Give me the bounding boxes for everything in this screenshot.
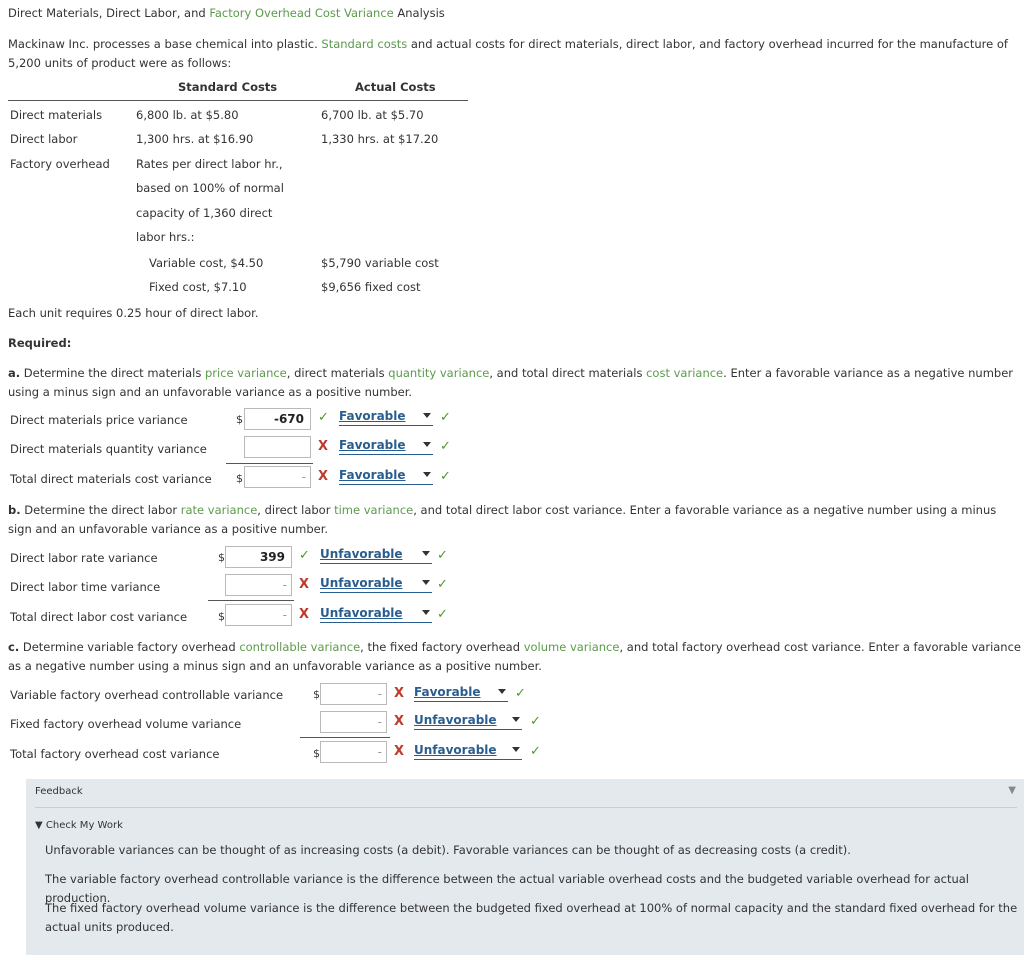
term-link-cost-variance[interactable]: cost variance — [646, 366, 724, 380]
total-overhead-variance-select[interactable]: Unfavorable — [414, 743, 522, 760]
wrong-mark-icon: X — [299, 607, 310, 622]
check-icon: ✓ — [440, 410, 451, 425]
answer-label: Direct materials price variance — [10, 413, 188, 427]
term-link-standard-costs[interactable]: Standard costs — [321, 37, 408, 51]
total-materials-variance-select[interactable]: Favorable — [339, 468, 433, 485]
chevron-down-icon — [423, 472, 431, 477]
controllable-variance-input[interactable]: - — [320, 683, 387, 705]
feedback-title: Feedback — [35, 786, 83, 797]
row-standard: 1,300 hrs. at $16.90 — [136, 132, 254, 146]
term-link-controllable-variance[interactable]: controllable variance — [239, 640, 361, 654]
currency-sign: $ — [313, 747, 320, 760]
total-labor-variance-input[interactable]: - — [225, 604, 292, 626]
chevron-down-icon — [422, 610, 430, 615]
wrong-mark-icon: X — [299, 577, 310, 592]
feedback-paragraph: Unfavorable variances can be thought of as increasing costs (a debit). Favorable variances can be thought of as decreasing costs (a credit). — [45, 843, 851, 857]
feedback-panel — [26, 779, 1024, 955]
answer-label: Direct materials quantity variance — [10, 442, 207, 456]
check-icon: ✓ — [530, 714, 541, 729]
check-icon: ✓ — [440, 469, 451, 484]
answer-label: Fixed factory overhead volume variance — [10, 717, 242, 731]
quantity-variance-select[interactable]: Favorable — [339, 438, 433, 455]
rate-variance-select[interactable]: Unfavorable — [320, 547, 432, 564]
labor-note: Each unit requires 0.25 hour of direct labor. — [8, 306, 259, 320]
total-rule — [300, 737, 390, 738]
variable-actual: $5,790 variable cost — [321, 256, 439, 270]
chevron-down-icon — [498, 689, 506, 694]
total-materials-variance-input[interactable]: - — [244, 466, 311, 488]
wrong-mark-icon: X — [318, 439, 329, 454]
total-overhead-variance-input[interactable]: - — [320, 741, 387, 763]
collapse-arrow-icon[interactable]: ▼ — [1008, 785, 1016, 796]
term-link-rate-variance[interactable]: rate variance — [180, 503, 258, 517]
required-label: Required: — [8, 336, 72, 350]
page-title: Direct Materials, Direct Labor, and Factory Overhead Cost Variance Analysis — [8, 6, 445, 20]
part-b-instructions: b. Determine the direct labor rate variance, direct labor time variance, and total direct labor cost variance. Enter a favorable variance as a negative number using a minus sign and an unfavorable variance as a positive number. — [8, 503, 997, 536]
correct-mark-icon: ✓ — [318, 410, 329, 425]
header-rule — [8, 100, 468, 101]
total-labor-variance-select[interactable]: Unfavorable — [320, 606, 432, 623]
currency-sign: $ — [218, 610, 225, 623]
currency-sign: $ — [236, 472, 243, 485]
term-link-factory-overhead[interactable]: Factory Overhead Cost Variance — [209, 6, 394, 20]
feedback-divider — [35, 807, 1017, 808]
part-a-instructions: a. Determine the direct materials price variance, direct materials quantity variance, and total direct materials cost variance. Enter a favorable variance as a negative number using a minus sign and an unfavorable variance as a positive number. — [8, 366, 1014, 399]
row-label: Factory overhead — [10, 157, 110, 171]
check-icon: ✓ — [437, 607, 448, 622]
part-a-answers — [0, 405, 500, 495]
correct-mark-icon: ✓ — [299, 548, 310, 563]
controllable-variance-select[interactable]: Favorable — [414, 685, 508, 702]
row-standard: 6,800 lb. at $5.80 — [136, 108, 239, 122]
term-link-quantity-variance[interactable]: quantity variance — [388, 366, 490, 380]
time-variance-select[interactable]: Unfavorable — [320, 576, 432, 593]
chevron-down-icon — [422, 551, 430, 556]
overhead-desc: labor hrs.: — [136, 230, 195, 244]
problem-intro: Mackinaw Inc. processes a base chemical into plastic. Standard costs and actual costs for direct materials, direct labor, and factory overhead incurred for the manufacture of 5,200 units of product were as follows: — [8, 37, 1008, 70]
part-c-answers — [0, 679, 560, 769]
wrong-mark-icon: X — [394, 686, 405, 701]
check-icon: ✓ — [530, 744, 541, 759]
chevron-down-icon — [422, 580, 430, 585]
term-link-price-variance[interactable]: price variance — [204, 366, 287, 380]
answer-label: Variable factory overhead controllable variance — [10, 688, 284, 702]
volume-variance-select[interactable]: Unfavorable — [414, 713, 522, 730]
overhead-desc: based on 100% of normal — [136, 181, 284, 195]
part-b-answers — [0, 542, 500, 632]
term-link-time-variance[interactable]: time variance — [334, 503, 414, 517]
row-standard: Rates per direct labor hr., — [136, 157, 283, 171]
time-variance-input[interactable]: - — [225, 574, 292, 596]
fixed-standard: Fixed cost, $7.10 — [149, 280, 247, 294]
part-c-instructions: c. Determine variable factory overhead controllable variance, the fixed factory overhead volume variance, and total factory overhead cost variance. Enter a favorable variance as a negative number using a minus sign and an unfavorable variance as a positive number. — [8, 640, 1021, 673]
price-variance-select[interactable]: Favorable — [339, 409, 433, 426]
total-rule — [226, 463, 313, 464]
total-rule — [208, 600, 294, 601]
fixed-actual: $9,656 fixed cost — [321, 280, 421, 294]
quantity-variance-input[interactable] — [244, 436, 311, 458]
row-actual: 1,330 hrs. at $17.20 — [321, 132, 439, 146]
rate-variance-input[interactable]: 399 — [225, 546, 292, 568]
chevron-down-icon — [423, 413, 431, 418]
wrong-mark-icon: X — [394, 744, 405, 759]
currency-sign: $ — [313, 688, 320, 701]
row-actual: 6,700 lb. at $5.70 — [321, 108, 424, 122]
price-variance-input[interactable]: -670 — [244, 408, 311, 430]
wrong-mark-icon: X — [394, 714, 405, 729]
row-label: Direct labor — [10, 132, 78, 146]
header-actual-costs: Actual Costs — [355, 80, 436, 94]
feedback-paragraph: The variable factory overhead controllable variance is the difference between the actual variable overhead costs and the budgeted variable overhead for actual production. — [45, 872, 970, 905]
check-icon: ✓ — [437, 548, 448, 563]
currency-sign: $ — [236, 413, 243, 426]
currency-sign: $ — [218, 551, 225, 564]
feedback-paragraph: The fixed factory overhead volume variance is the difference between the budgeted fixed overhead at 100% of normal capacity and the standard fixed overhead for the actual units produced. — [45, 901, 1018, 934]
check-icon: ✓ — [440, 439, 451, 454]
check-my-work-toggle[interactable]: ▼ Check My Work — [35, 820, 123, 831]
term-link-volume-variance[interactable]: volume variance — [523, 640, 620, 654]
chevron-down-icon — [512, 747, 520, 752]
variable-standard: Variable cost, $4.50 — [149, 256, 264, 270]
chevron-down-icon — [512, 717, 520, 722]
chevron-down-icon — [423, 442, 431, 447]
wrong-mark-icon: X — [318, 469, 329, 484]
overhead-desc: capacity of 1,360 direct — [136, 206, 273, 220]
check-icon: ✓ — [515, 686, 526, 701]
answer-label: Total factory overhead cost variance — [10, 747, 220, 761]
answer-label: Total direct labor cost variance — [10, 610, 188, 624]
cost-table — [8, 80, 468, 300]
check-icon: ✓ — [437, 577, 448, 592]
answer-label: Total direct materials cost variance — [10, 472, 212, 486]
answer-label: Direct labor rate variance — [10, 551, 158, 565]
volume-variance-input[interactable]: - — [320, 711, 387, 733]
row-label: Direct materials — [10, 108, 103, 122]
header-standard-costs: Standard Costs — [178, 80, 278, 94]
answer-label: Direct labor time variance — [10, 580, 161, 594]
